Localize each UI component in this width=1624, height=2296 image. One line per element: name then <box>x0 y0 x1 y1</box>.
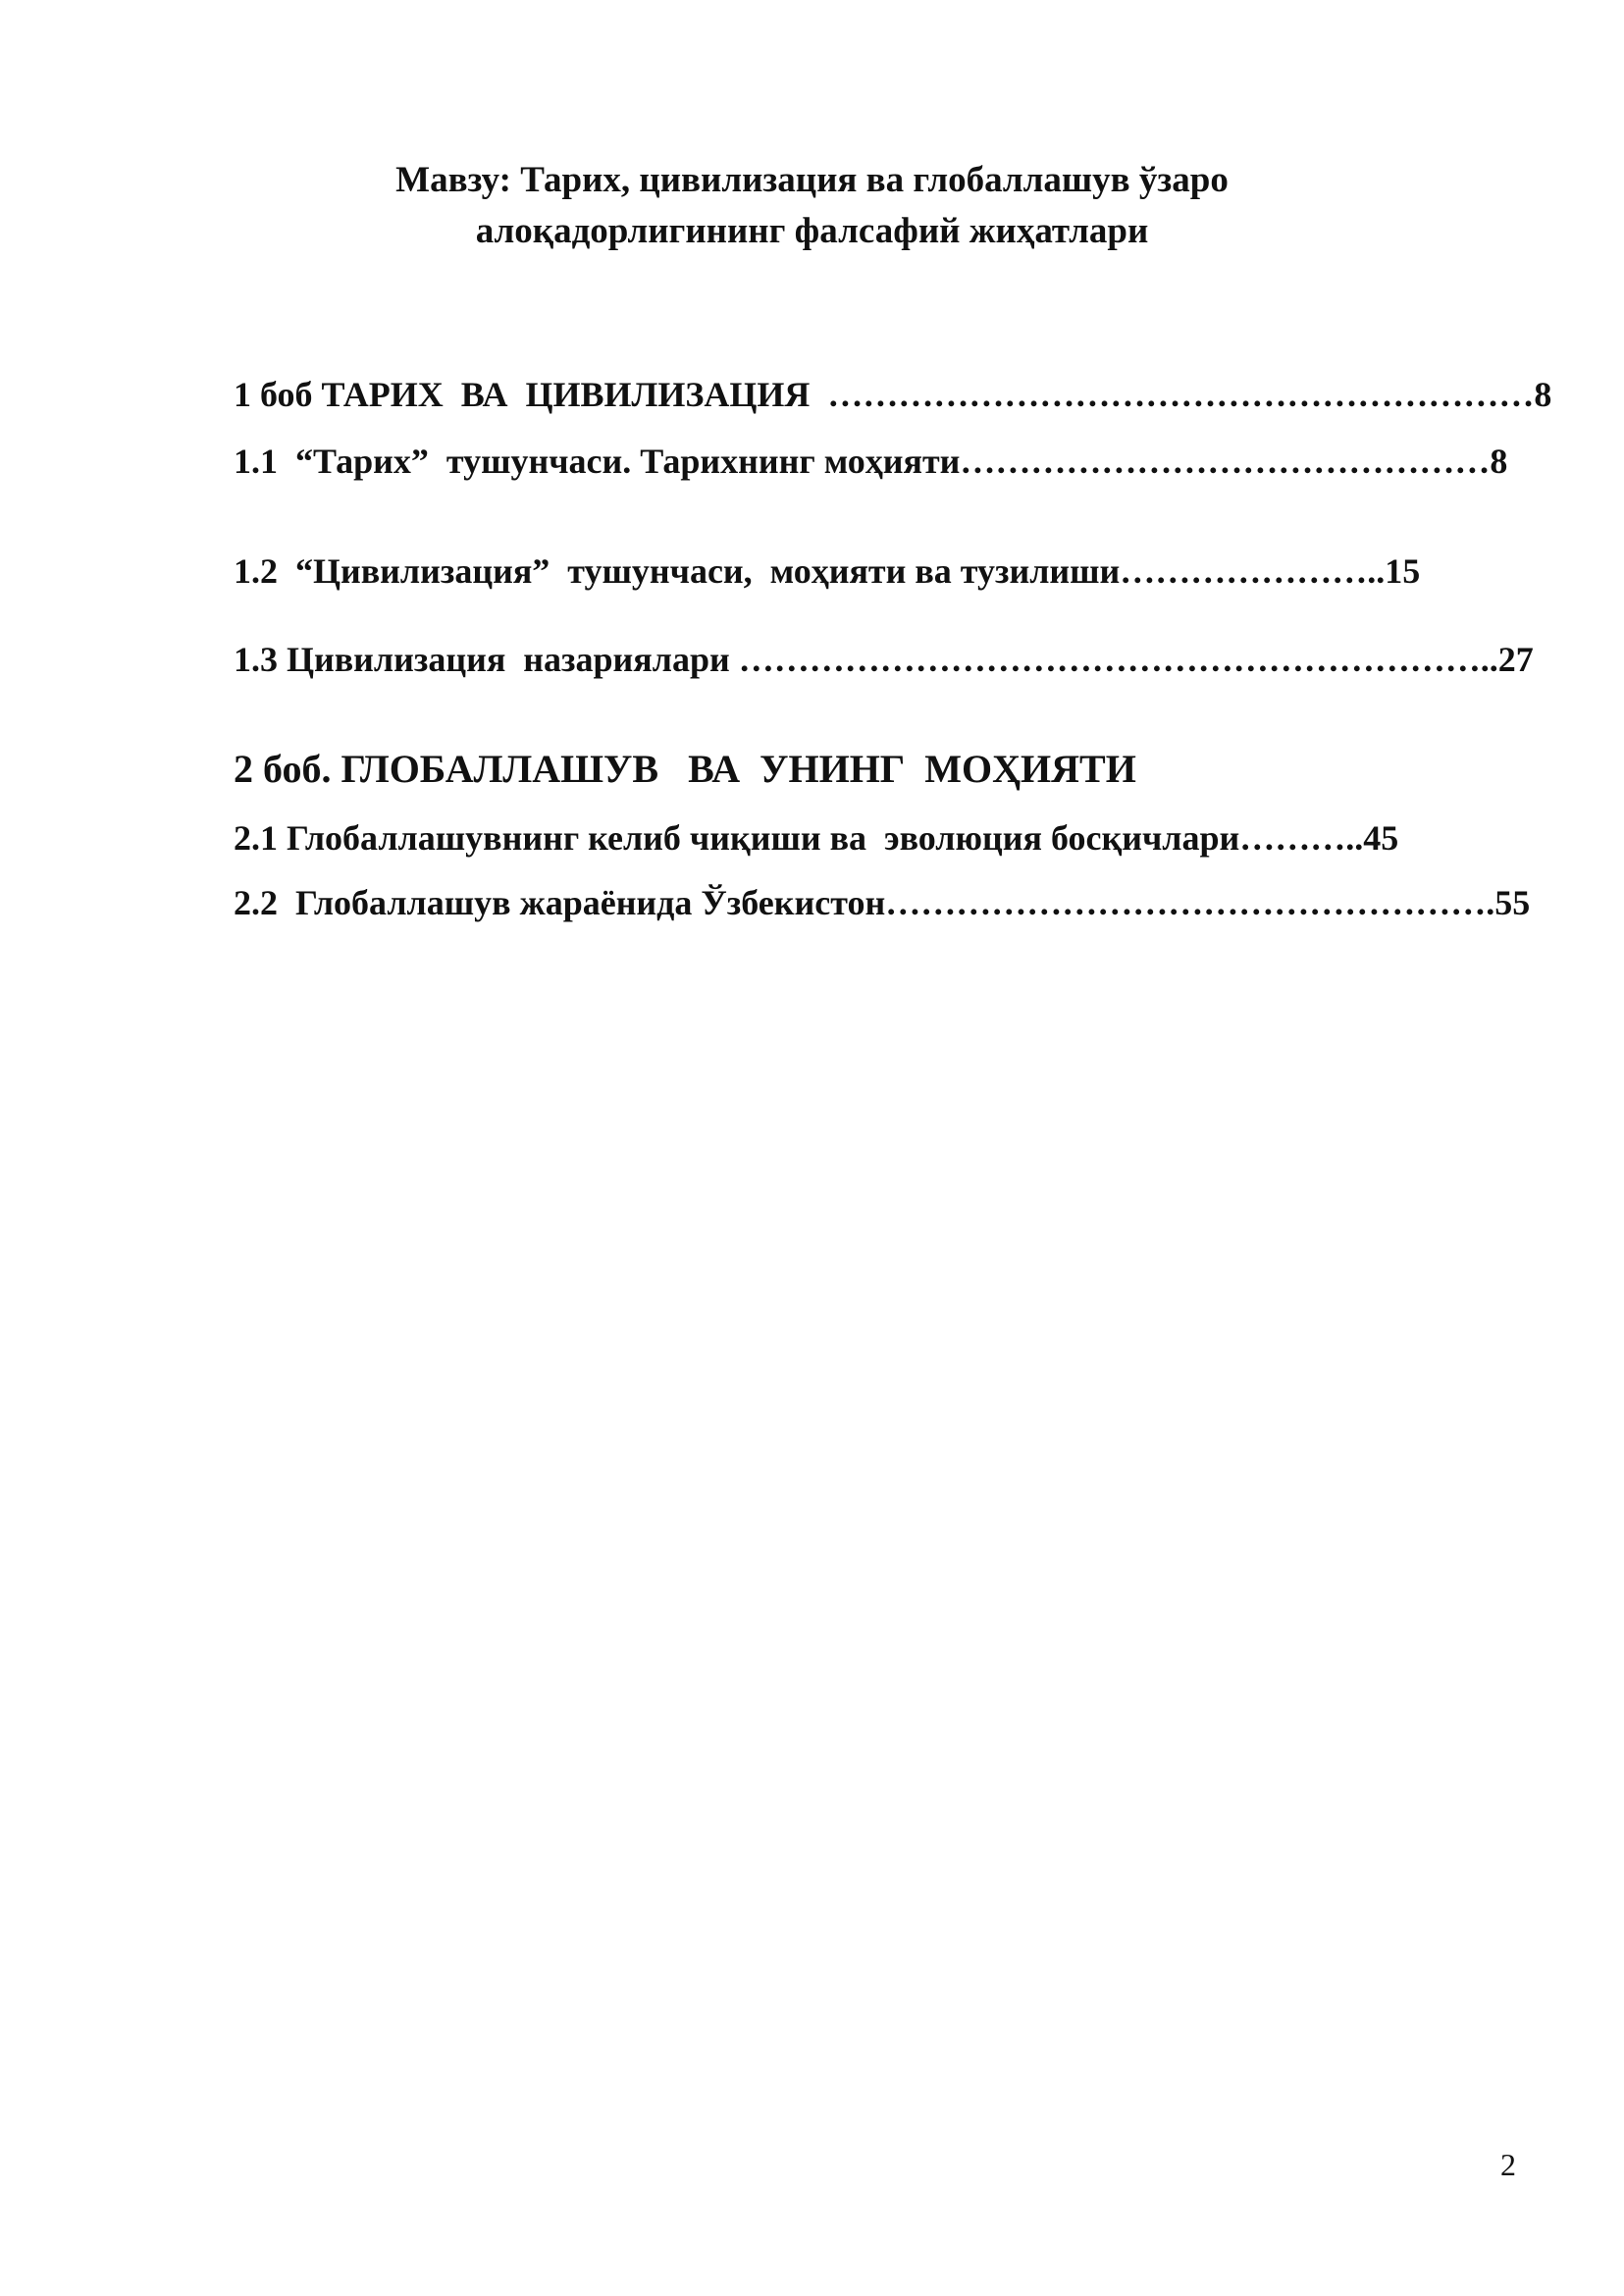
toc-chapter-2: 2 боб. ГЛОБАЛЛАШУВ ВА УНИНГ МОҲИЯТИ <box>234 747 1136 791</box>
toc-section-1-2: 1.2 “Цивилизация” тушунчаси, моҳияти ва тузилиши…………………..15 <box>234 551 1421 591</box>
document-title <box>0 155 1624 257</box>
toc-chapter-1: 1 боб ТАРИХ ВА ЦИВИЛИЗАЦИЯ ……………………………………………………8 <box>234 375 1552 414</box>
toc-section-2-1: 2.1 Глобаллашувнинг келиб чиқиши ва эволюция босқичлари………..45 <box>234 818 1399 858</box>
toc-section-2-2: 2.2 Глобаллашув жараёнида Ўзбекистон…………………………………………….55 <box>234 883 1531 922</box>
title-line-1: Мавзу: Тарих, цивилизация ва глобаллашув ўзаро <box>395 160 1229 200</box>
toc-section-1-1: 1.1 “Тарих” тушунчаси. Тарихнинг моҳияти………………………………………8 <box>234 442 1508 481</box>
title-line-2: алоқадорлигининг фалсафий жиҳатлари <box>475 211 1149 251</box>
page-number: 2 <box>1500 2147 1516 2182</box>
toc-section-1-3: 1.3 Цивилизация назариялари ………………………………………………………..27 <box>234 640 1534 679</box>
